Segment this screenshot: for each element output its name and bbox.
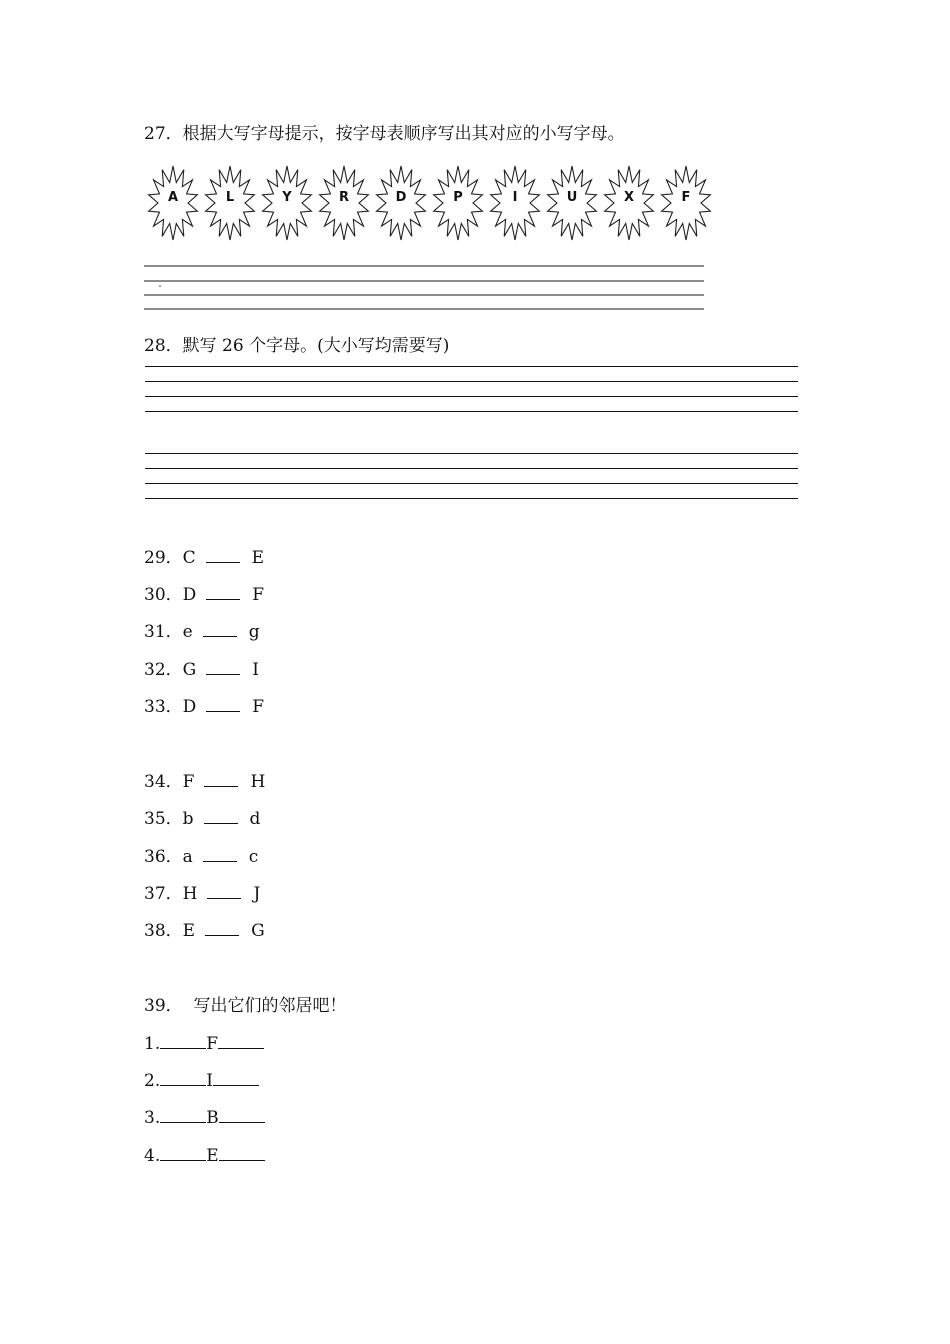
answer-blank[interactable] [206,585,240,600]
letter-before: e [182,622,193,642]
star-badge [203,165,257,241]
star-badge [488,165,542,241]
letter-after: F [252,697,265,717]
neighbor-question [144,1071,259,1091]
question-number: 32． [144,660,183,680]
answer-blank[interactable] [218,1034,264,1049]
center-letter: B [206,1108,219,1128]
letter-before: D [182,697,197,717]
star-letter: Y [282,190,292,205]
answer-blank[interactable] [203,622,237,637]
question-28-title: 28．默写 26 个字母。(大小写均需要写) [144,336,450,356]
star-letter: R [338,190,349,205]
stray-dot [159,285,161,287]
writing-line [145,396,798,397]
question-number: 36． [144,847,183,867]
star-letter-row [144,165,724,243]
letter-after: I [252,660,259,680]
question-39-title: 39． 写出它们的邻居吧！ [144,996,347,1016]
answer-blank[interactable] [207,884,241,899]
star-letter: I [512,190,518,205]
answer-blank[interactable] [160,1146,206,1161]
star-badge [260,165,314,241]
letter-before: F [182,772,195,792]
answer-blank[interactable] [160,1108,206,1123]
star-letter: D [395,190,407,205]
question-number: 35． [144,809,183,829]
answer-blank[interactable] [206,697,240,712]
writing-line [145,468,798,469]
sequence-question [144,809,260,829]
letter-after: H [250,772,266,792]
letter-after: c [248,847,259,867]
answer-blank[interactable] [160,1034,206,1049]
question-number: 38． [144,921,183,941]
letter-after: E [251,548,265,568]
writing-line [145,381,798,382]
neighbor-question [144,1146,265,1166]
letter-after: d [249,809,261,829]
sequence-question [144,884,260,904]
sequence-question [144,697,264,717]
letter-after: g [248,622,260,642]
neighbor-question [144,1034,264,1054]
star-badge [659,165,713,241]
sequence-question [144,772,265,792]
question-number: 30． [144,585,183,605]
question-number: 33． [144,697,183,717]
sequence-question [144,660,259,680]
letter-before: C [182,548,196,568]
center-letter: I [206,1071,213,1091]
question-number: 37． [144,884,183,904]
writing-line [144,308,704,310]
star-badge [602,165,656,241]
star-letter: X [623,190,635,205]
sequence-question [144,921,265,941]
star-letter: A [167,190,179,205]
letter-before: G [182,660,197,680]
star-letter: F [681,190,691,205]
letter-after: J [253,884,261,904]
answer-blank[interactable] [204,772,238,787]
star-badge [431,165,485,241]
star-letter: L [225,190,235,205]
writing-line [145,411,798,412]
sequence-question [144,622,260,642]
sequence-question [144,548,264,568]
writing-line [144,265,704,267]
letter-before: a [182,847,193,867]
star-badge [146,165,200,241]
question-number: 29． [144,548,183,568]
answer-blank[interactable] [160,1071,206,1086]
answer-blank[interactable] [203,847,237,862]
question-number: 2. [144,1071,161,1091]
writing-line [145,453,798,454]
writing-line [145,483,798,484]
question-number: 31． [144,622,183,642]
sequence-question [144,585,264,605]
letter-before: D [182,585,197,605]
star-badge [374,165,428,241]
star-badge [317,165,371,241]
neighbor-question [144,1108,265,1128]
question-number: 4. [144,1146,161,1166]
question-number: 1. [144,1034,161,1054]
answer-blank[interactable] [219,1108,265,1123]
star-badge [545,165,599,241]
answer-blank[interactable] [205,921,239,936]
sequence-question [144,847,258,867]
question-number: 34． [144,772,183,792]
star-letter: P [453,190,463,205]
answer-blank[interactable] [204,809,238,824]
answer-blank[interactable] [219,1146,265,1161]
writing-line [144,280,704,282]
question-number: 3. [144,1108,161,1128]
letter-before: H [182,884,198,904]
letter-before: E [182,921,196,941]
writing-line [144,294,704,296]
center-letter: E [206,1146,219,1166]
answer-blank[interactable] [206,548,240,563]
letter-before: b [182,809,194,829]
letter-after: G [251,921,265,941]
answer-blank[interactable] [206,660,240,675]
writing-line [145,366,798,367]
question-27-title: 27．根据大写字母提示，按字母表顺序写出其对应的小写字母。 [144,124,625,144]
letter-after: F [252,585,265,605]
center-letter: F [206,1034,219,1054]
star-letter: U [566,190,578,205]
writing-line [145,498,798,499]
answer-blank[interactable] [213,1071,259,1086]
